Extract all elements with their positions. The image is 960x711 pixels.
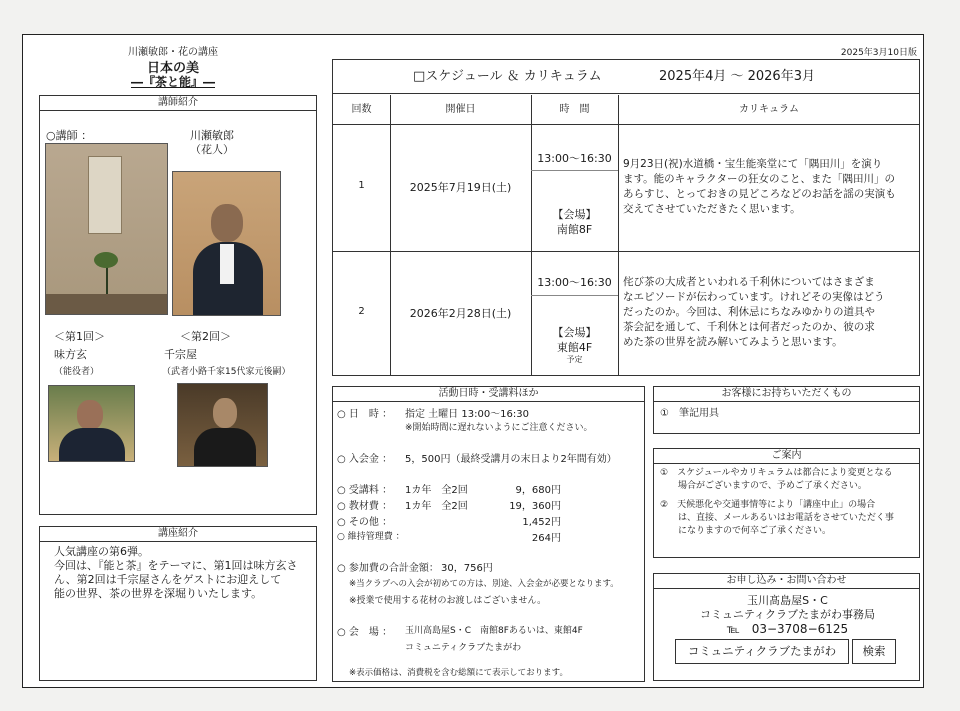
col-header-curriculum: カリキュラム — [618, 95, 920, 125]
activity-heading: 活動日時・受講料ほか — [333, 387, 644, 402]
curriculum-line: ます。能のキャラクターの狂女のこと、また「隅田川」の — [623, 173, 895, 185]
person-shirt — [220, 244, 234, 284]
edition-date: 2025年3月10日版 — [840, 48, 917, 58]
other-amount: 1,452円 — [522, 517, 561, 528]
flower-leaves — [94, 252, 118, 268]
divider — [618, 95, 619, 376]
intro-heading: 講座紹介 — [40, 527, 316, 542]
row2-time: 13:00〜16:30 — [537, 276, 612, 289]
venue-value: 玉川高島屋S・C 南館8Fあるいは、東館4F — [405, 626, 583, 636]
notice-line: ② 天候悪化や交通事情等により「講座中止」の場合 — [660, 500, 876, 510]
schedule-title-main: □スケジュール ＆ カリキュラム — [413, 69, 602, 84]
guest1-role: （能役者） — [54, 367, 100, 377]
instructors-heading: 講師紹介 — [40, 96, 316, 111]
curriculum-line: めた茶の世界を読み解いてみようと思います。 — [623, 336, 843, 348]
series-label: 川瀬敏郎・花の講座 — [128, 47, 218, 58]
tax-note: ※表示価格は、消費税を含む総額にて表示しております。 — [349, 668, 568, 678]
curriculum-line: 交えてさせていただきたく思います。 — [623, 203, 801, 215]
maintenance-label: ○ 維持管理費 ： — [337, 532, 405, 542]
intro-line: 人気講座の第6弾。 — [54, 545, 149, 558]
notice-section — [653, 448, 920, 558]
schedule-title-period: 2025年4月 〜 2026年3月 — [659, 69, 815, 84]
curriculum-line: あらすじ、とっておきの見どころなどのお話を謡の実演も — [623, 188, 896, 200]
entry-fee-label: ○ 入会金 ： — [337, 454, 393, 465]
other-label: ○ その他 ： — [337, 517, 393, 528]
contact-org-1: 玉川髙島屋S・C — [747, 594, 828, 607]
tuition-amount: 9，680円 — [515, 485, 561, 496]
person-head — [77, 400, 103, 430]
search-box — [675, 639, 896, 664]
first-join-note: ※当クラブへの入会が初めての方は、別途、入会金が必要となります。 — [349, 579, 619, 589]
person-body — [194, 428, 256, 467]
row2-date: 2026年2月28日(土) — [409, 307, 512, 320]
intro-text — [54, 545, 298, 601]
venue-value-2: コミュニティクラブたまがわ — [405, 643, 522, 653]
curriculum-line: 茶会記を通して、千利休とは何者だったのか、彼の求 — [623, 321, 875, 333]
intro-line: ん、第2回は千宗屋さんをゲストにお迎えして — [54, 573, 282, 586]
contact-tel: ℡ 03−3708−6125 — [726, 622, 849, 636]
row2-venue: 東館4F — [556, 341, 593, 354]
date-value: 指定 土曜日 13:00〜16:30 — [405, 409, 529, 420]
divider — [333, 251, 920, 252]
tuition-label: ○ 受講料 ： — [337, 485, 393, 496]
divider — [390, 95, 391, 376]
total-value: 30，756円 — [441, 563, 493, 574]
notice-item-1 — [660, 467, 892, 493]
col-header-date: 開催日 — [390, 95, 531, 125]
instructors-section — [39, 95, 317, 515]
hanging-scroll — [88, 156, 122, 234]
flyer-page — [22, 34, 924, 688]
flower-arrangement-photo — [45, 143, 168, 315]
floor-shelf — [46, 294, 168, 315]
intro-line: 今回は、『能と茶』をテーマに、第1回は味方玄さ — [54, 559, 298, 572]
row1-time: 13:00〜16:30 — [537, 152, 612, 165]
divider — [531, 295, 618, 296]
curriculum-line: 9月23日(祝)水道橋・宝生能楽堂にて「隅田川」を演り — [623, 158, 883, 170]
contact-org-2: コミュニティクラブたまがわ事務局 — [700, 608, 875, 621]
notice-line: は、直接、メールあるいはお電話をさせていただく事 — [660, 513, 894, 523]
search-term: コミュニティクラブたまがわ — [675, 639, 849, 664]
bring-heading: お客様にお持ちいただくもの — [654, 387, 919, 402]
row2-venue-label: 【会場】 — [552, 326, 597, 339]
materials-term: 1カ年 全2回 — [405, 501, 468, 512]
curriculum-line: 侘び茶の大成者といわれる千利休についてはさまざま — [623, 276, 875, 288]
guest2-name: 千宗屋 — [164, 348, 197, 361]
tuition-term: 1カ年 全2回 — [405, 485, 468, 496]
page-title: 日本の美 — [146, 61, 199, 76]
schedule-title — [333, 60, 919, 94]
search-button[interactable]: 検索 — [852, 639, 896, 664]
row2-no: 2 — [358, 306, 365, 317]
guest1-name: 味方玄 — [54, 348, 87, 361]
page-subtitle: ―『茶と能』― — [130, 75, 215, 89]
notice-heading: ご案内 — [654, 449, 919, 464]
bring-items-section — [653, 386, 920, 434]
col-header-time: 時 間 — [531, 95, 618, 125]
intro-line: 能の世界、茶の世界を深堀りいたします。 — [54, 587, 263, 600]
flower-note: ※授業で使用する花材のお渡しはございません。 — [349, 596, 547, 606]
col-header-no: 回数 — [333, 95, 390, 125]
notice-line: になりますので何卒ご了承ください。 — [660, 526, 832, 536]
course-intro-section — [39, 526, 317, 681]
curriculum-line: だったのか。今回は、利休忌にちなみゆかりの道具や — [623, 306, 875, 318]
total-label: ○ 参加費の合計金額： — [337, 563, 439, 574]
row2-venue-note: 予定 — [566, 355, 583, 364]
activity-section — [332, 386, 645, 682]
notice-line: ① スケジュールやカリキュラムは都合により変更となる — [660, 468, 893, 478]
main-instructor-role: （花人） — [190, 143, 234, 156]
curriculum-line: なエピソードが伝わっています。けれどその実像はどう — [623, 291, 885, 303]
row2-curriculum — [623, 275, 918, 350]
maintenance-amount: 264円 — [531, 533, 561, 544]
row1-curriculum — [623, 157, 918, 217]
venue-label: ○ 会 場 ： — [337, 627, 393, 638]
guest2-role: （武者小路千家15代家元後嗣） — [162, 367, 291, 377]
notice-item-2 — [660, 499, 894, 538]
sen-photo — [177, 383, 268, 467]
divider — [531, 170, 618, 171]
main-instructor-name: 川瀬敏郎 — [190, 129, 234, 142]
date-label: ○ 日 時 ： — [337, 409, 393, 420]
guest1-round: ＜第1回＞ — [54, 330, 105, 343]
date-note: ※開始時間に遅れないようにご注意ください。 — [405, 423, 593, 433]
row1-venue: 南館8F — [556, 223, 593, 236]
person-head — [211, 204, 243, 242]
materials-label: ○ 教材費 ： — [337, 501, 393, 512]
contact-section — [653, 573, 920, 681]
contact-heading: お申し込み・お問い合わせ — [654, 574, 919, 589]
row1-venue-label: 【会場】 — [552, 208, 597, 221]
schedule-table — [332, 59, 920, 376]
entry-fee-value: 5，500円（最終受講月の末日より2年間有効） — [405, 454, 617, 465]
ajikata-photo — [48, 385, 135, 462]
guest2-round: ＜第2回＞ — [180, 330, 231, 343]
materials-amount: 19，360円 — [509, 501, 561, 512]
person-head — [213, 398, 237, 428]
bring-item: ① 筆記用具 — [660, 408, 719, 419]
notice-line: 場合がございますので、予めご了承ください。 — [660, 481, 867, 491]
person-body — [59, 428, 125, 462]
main-instructor-label: ○講師 ： — [46, 129, 93, 142]
row1-no: 1 — [358, 180, 365, 191]
kawase-photo — [172, 171, 281, 316]
row1-date: 2025年7月19日(土) — [409, 181, 512, 194]
